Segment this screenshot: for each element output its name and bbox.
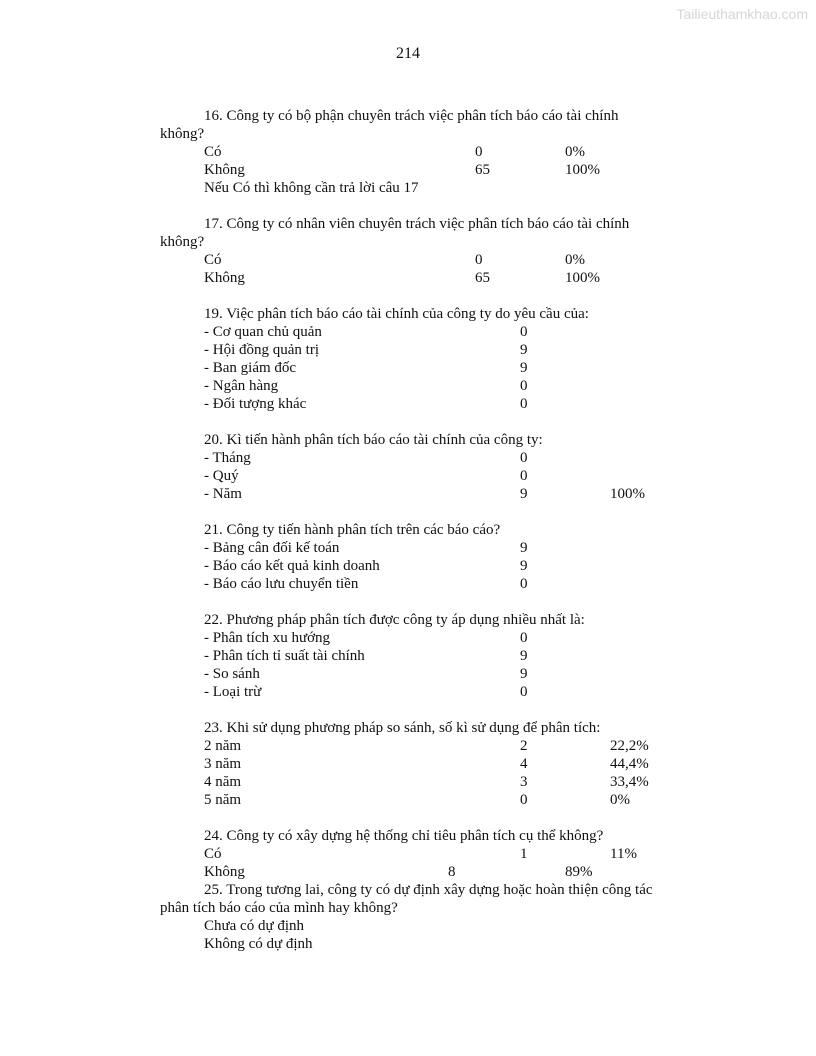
q25-title: 25. Trong tương lai, công ty có dự định xây dựng hoặc hoàn thiện công tác: [204, 882, 653, 898]
q23-row: 5 năm 0 0%: [204, 792, 630, 808]
q22-row: - Loại trừ 0: [204, 684, 528, 700]
document-body: [160, 107, 720, 953]
q17-row: Có 0 0%: [204, 252, 585, 268]
q24-title: 24. Công ty có xây dựng hệ thống chỉ tiêu phân tích cụ thể không?: [204, 828, 604, 844]
q22-row: - Phân tích tỉ suất tài chính 9: [204, 648, 528, 664]
q25-title-cont: phân tích báo cáo của mình hay không?: [160, 900, 398, 916]
q24-row: Có 1 11%: [204, 846, 637, 862]
q17-row: Không 65 100%: [204, 270, 600, 286]
q16-row: Không 65 100%: [204, 162, 600, 178]
q21-row: - Bảng cân đối kế toán 9: [204, 540, 528, 556]
q16-note: Nếu Có thì không cần trả lời câu 17: [204, 180, 419, 196]
q17-title: 17. Công ty có nhân viên chuyên trách việc phân tích báo cáo tài chính: [204, 216, 630, 232]
q23-row: 3 năm 4 44,4%: [204, 756, 649, 772]
q16-row: Có 0 0%: [204, 144, 585, 160]
q24-row: Không 8 89%: [204, 864, 593, 880]
q17-title-cont: không?: [160, 234, 205, 250]
q20-title: 20. Kì tiến hành phân tích báo cáo tài chính của công ty:: [204, 432, 543, 448]
q19-row: - Cơ quan chủ quản 0: [204, 324, 528, 340]
q25-option: Không có dự định: [204, 936, 313, 952]
q19-row: - Ban giám đốc 9: [204, 360, 528, 376]
q19-row: - Hội đồng quản trị 9: [204, 342, 528, 358]
q21-row: - Báo cáo kết quả kinh doanh 9: [204, 558, 528, 574]
q25-option: Chưa có dự định: [204, 918, 304, 934]
q19-row: - Đối tượng khác 0: [204, 396, 528, 412]
page-number: 214: [396, 45, 420, 62]
q19-title: 19. Việc phân tích báo cáo tài chính của công ty do yêu cầu của:: [204, 306, 589, 322]
q20-row: - Tháng 0: [204, 450, 528, 466]
q23-row: 2 năm 2 22,2%: [204, 738, 649, 754]
q23-row: 4 năm 3 33,4%: [204, 774, 649, 790]
q21-row: - Báo cáo lưu chuyển tiền 0: [204, 576, 528, 592]
q20-row: - Năm 9 100%: [204, 486, 645, 502]
q16-title: 16. Công ty có bộ phận chuyên trách việc phân tích báo cáo tài chính: [204, 108, 619, 124]
q21-title: 21. Công ty tiến hành phân tích trên các báo cáo?: [204, 522, 501, 538]
q22-row: - Phân tích xu hướng 0: [204, 630, 528, 646]
q22-row: - So sánh 9: [204, 666, 528, 682]
q16-title-cont: không?: [160, 126, 205, 142]
watermark: Tailieuthamkhao.com: [676, 6, 808, 22]
q20-row: - Quý 0: [204, 468, 528, 484]
q22-title: 22. Phương pháp phân tích được công ty áp dụng nhiều nhất là:: [204, 612, 585, 628]
q23-title: 23. Khi sử dụng phương pháp so sánh, số kì sử dụng để phân tích:: [204, 720, 601, 736]
q19-row: - Ngân hàng 0: [204, 378, 528, 394]
